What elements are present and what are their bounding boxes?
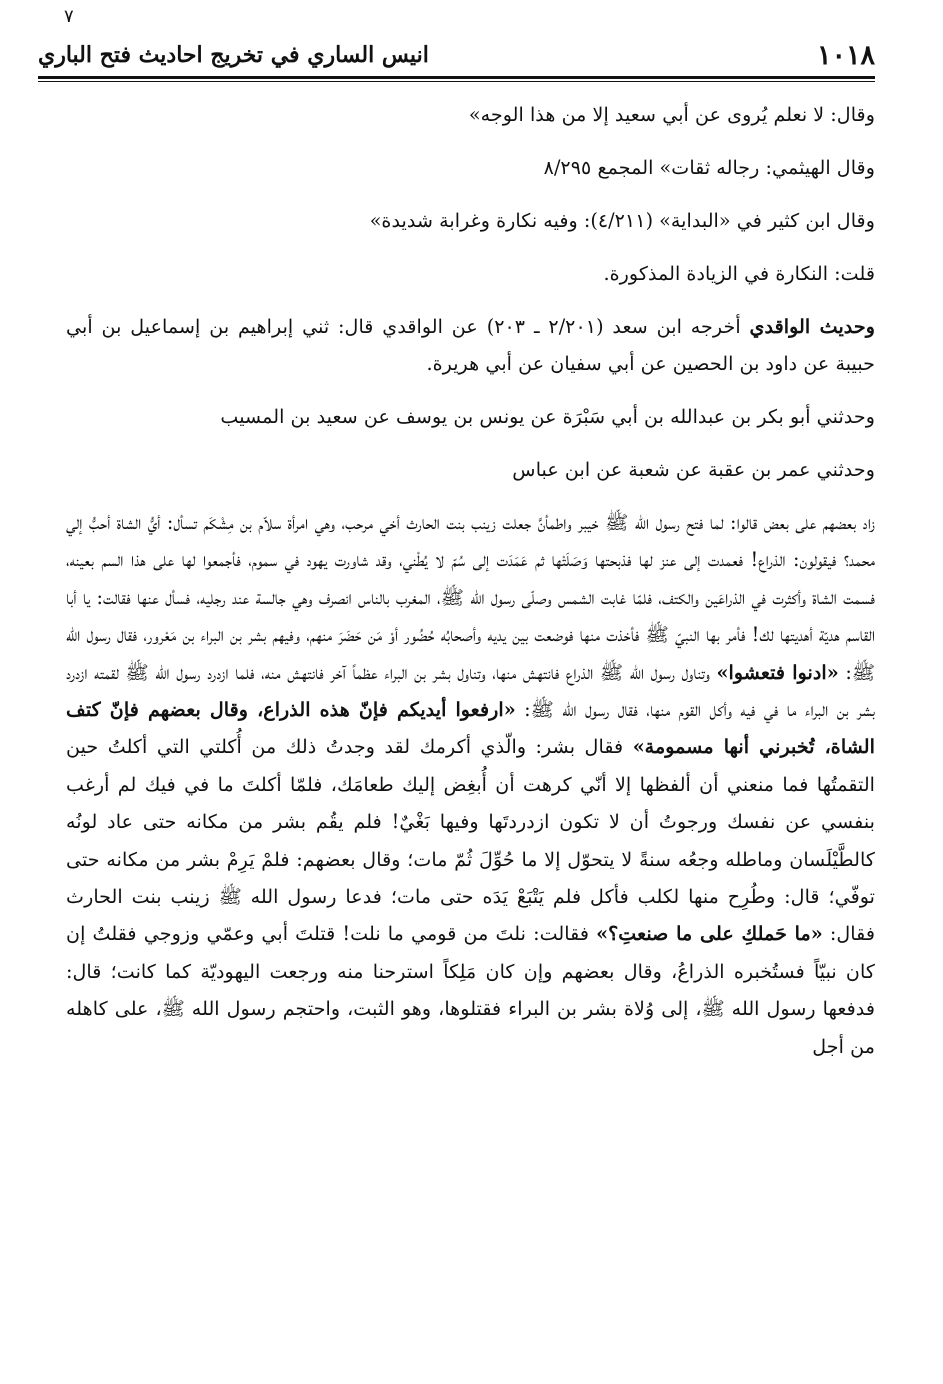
page-number: ١٠١٨ — [816, 39, 875, 71]
page-header — [38, 36, 875, 74]
body-text — [66, 96, 875, 1081]
narrative-quote-2: «ارفعوا أيديكم فإنّ هذه الذراع، وقال بعضهم فإنّ كتف الشاة، تُخبرني أنها مسمومة» — [66, 698, 875, 759]
narrative-part-2: وتناول رسول الله ﷺ الذراع فانتهش منها، وتناول بشر بن البراء عظماً آخر فانتهش منه، فلما ازدرد رسول الله ﷺ لقمته ازدرد بشر بن البراء ما في فيه وأكل القوم منها، فقال رسول الله ﷺ: — [66, 660, 876, 722]
paragraph-main-narrative — [66, 504, 875, 1065]
narrative-quote-3: «ما حَملكِ على ما صنعتِ؟» — [596, 922, 823, 946]
narrative-part-3: فقال بشر: والّذي أكرمك لقد وجدتُ ذلك من أُكلتي التي أكلتُ حين التقمتُها فما منعني أن ألفظها إلا أنّي كرهت أن أُبغِض إليك طعامَك، فلمّا أكلتَ ما في فيك لم أرغب بنفسي عن نفسك ورجوتُ أن لا تكون ازدردتَها وفيها بَغْيٌ! فلم يقُم بشر من مكانه حتى عاد لونُه كالطَّيْلَسان وماطله وجعُه سنةً لا يتحوّل إلا ما حُوِّلَ ثُمّ مات؛ وقال بعضهم: فلمْ يَرِمْ بشر من مكانه حتى توفّي؛ قال: وطُرِح منها لكلب فأكل فلم يَتْبَعْ يَدَه حتى مات؛ فدعا رسول الله ﷺ زينب بنت الحارث فقال: — [66, 735, 875, 946]
narrative-part-1: زاد بعضهم على بعض قالوا: لما فتح رسول الله ﷺ خيبر واطمأنَّ جعلت زينب بنت الحارث أخي مرحب، وهي امرأة سلاّم بن مِشْكَم تسأل: أيُّ الشاة أحبُّ إلي محمد؟ فيقولون: الذراع! فعمدت إلى عنز لها فذبحتها وَصَلَتْها ثم عَمَدَت إلى سُمّ لا يُطْني، وقد شاورت يهود في سموم، فأجمعوا لها على هذا السم بعينه، فسمت الشاة وأكثرت في الذراعَين والكتف، فلمّا غابت الشمس وصلّى رسول الله ﷺ، المغرب بالناس انصرف وهي جالسة عند رجليه، فسأل عنها فقالت: يا أبا القاسم هديّة أهديتها لك! فأمر بها النبيّ ﷺ فأخذت منها فوضعت بين يديه وأصحابُه حُضُور أوْ مَن حَضَرَ منهم، وفيهم بشر بن البراء بن مَعْرور، فقال رسول الله ﷺ: — [66, 511, 876, 684]
waqidi-text: أخرجه ابن سعد (٢/٢٠١ ـ ٢٠٣) عن الواقدي قال: ثني إبراهيم بن إسماعيل بن أبي حبيبة عن داود بن الحصين عن أبي سفيان عن أبي هريرة. — [66, 315, 875, 375]
paragraph-haythami: وقال الهيثمي: رجاله ثقات» المجمع ٨/٢٩٥ — [543, 156, 875, 179]
paragraph-chain-abu-bakr: وحدثني أبو بكر بن عبدالله بن أبي سَبْرَة عن يونس بن يوسف عن سعيد بن المسيب — [220, 405, 875, 428]
narrative-quote-1: «ادنوا فتعشوا» — [716, 660, 839, 684]
paragraph-chain-umar: وحدثني عمر بن عقبة عن شعبة عن ابن عباس — [512, 458, 875, 481]
paragraph-ibn-kathir: وقال ابن كثير في «البداية» (٤/٢١١): وفيه نكارة وغرابة شديدة» — [369, 209, 875, 232]
paragraph-waqidi — [66, 308, 875, 382]
narrative-part-4: فقالت: نلتَ من قومي ما نلت! قتلتَ أبي وعمّي وزوجي فقلتُ إن كان نبيّاً فستُخبره الذراعُ، وقال بعضهم وإن كان مَلِكاً استرحنا منه ورجعت اليهوديّة كما كانت؛ قال: فدفعها رسول الله ﷺ، إلى وُلاة بشر بن البراء فقتلوها، وهو الثبت، واحتجم رسول الله ﷺ، على كاهله من أجل — [66, 922, 875, 1058]
header-rule — [38, 76, 875, 82]
waqidi-lead: وحديث الواقدي — [749, 315, 875, 338]
paragraph-bazzar-note: وقال: لا نعلم يُروى عن أبي سعيد إلا من هذا الوجه» — [468, 103, 875, 126]
book-title: انيس الساري في تخريج احاديث فتح الباري — [38, 42, 429, 68]
paragraph-qultu: قلت: النكارة في الزيادة المذكورة. — [603, 262, 875, 285]
corner-mark: ٧ — [64, 6, 74, 27]
